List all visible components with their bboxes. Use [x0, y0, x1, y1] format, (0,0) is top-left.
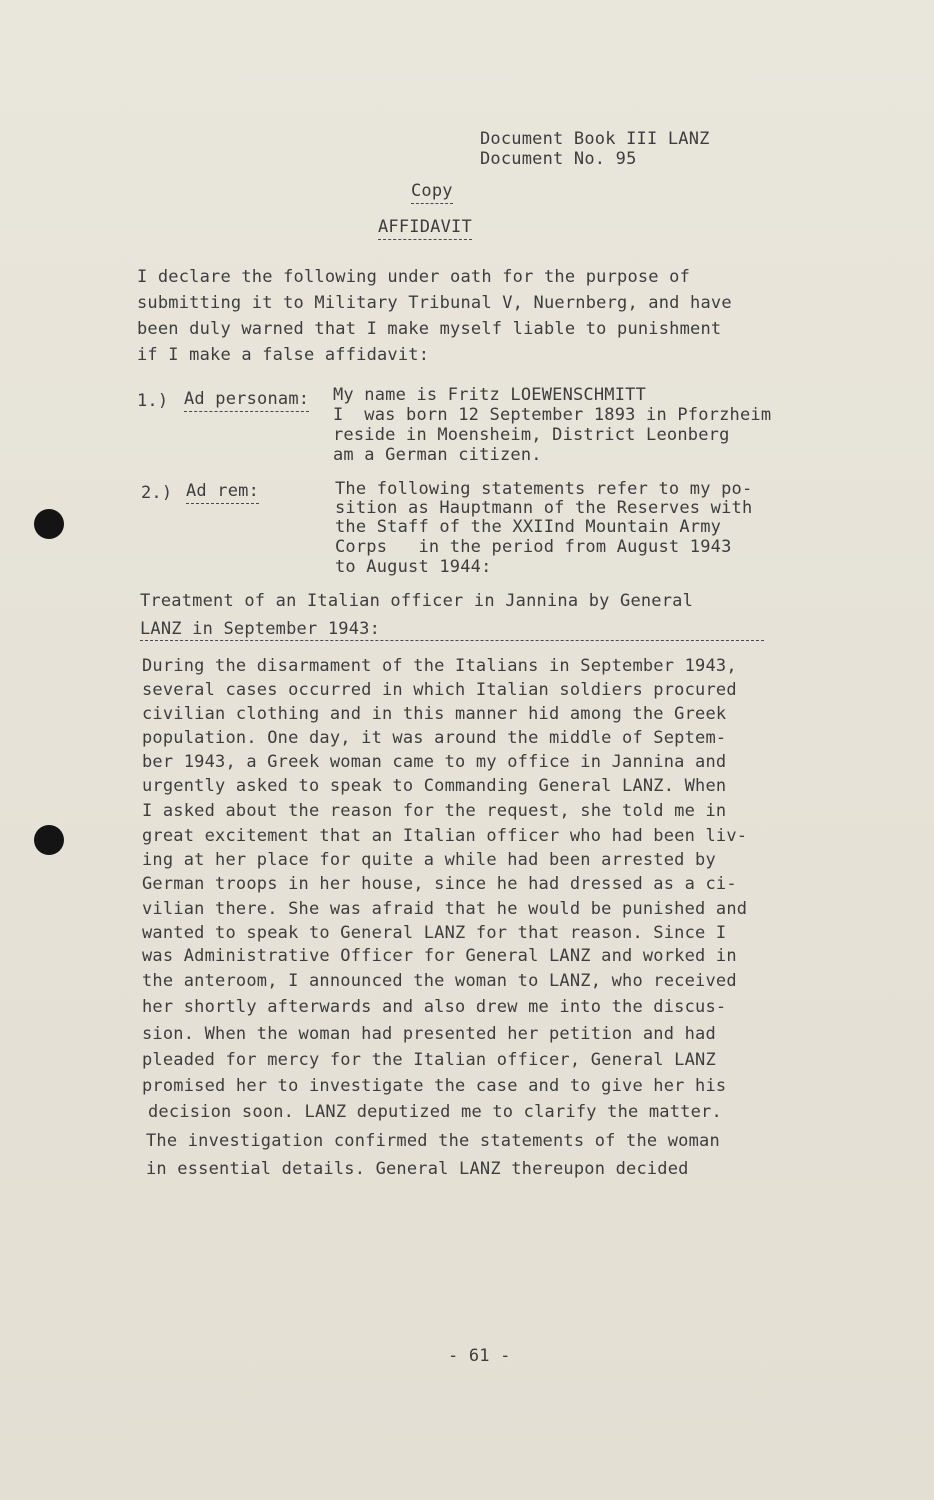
body-line: was Administrative Officer for General LANZ and worked in — [142, 946, 737, 966]
item-line: I was born 12 September 1893 in Pforzheim — [333, 405, 772, 425]
item-line: to August 1944: — [335, 557, 492, 577]
body-line: the anteroom, I announced the woman to LANZ, who received — [142, 971, 737, 991]
body-line: population. One day, it was around the middle of Septem- — [142, 728, 727, 748]
item-line: reside in Moensheim, District Leonberg — [333, 425, 730, 445]
body-line: ber 1943, a Greek woman came to my office in Jannina and — [142, 752, 727, 772]
item-number: 1.) — [137, 391, 169, 411]
page-number: - 61 - — [448, 1346, 511, 1366]
item-line: The following statements refer to my po- — [335, 479, 753, 499]
intro-line: submitting it to Military Tribunal V, Nuernberg, and have — [137, 293, 732, 313]
affidavit-title: AFFIDAVIT — [378, 216, 472, 240]
item-line: am a German citizen. — [333, 445, 542, 465]
item-number: 2.) — [141, 483, 173, 503]
body-line: civilian clothing and in this manner hid among the Greek — [142, 704, 727, 724]
body-line: wanted to speak to General LANZ for that reason. Since I — [142, 923, 727, 943]
body-line: During the disarmament of the Italians in September 1943, — [142, 656, 737, 676]
intro-line: been duly warned that I make myself liable to punishment — [137, 319, 722, 339]
body-line: promised her to investigate the case and to give her his — [142, 1076, 727, 1096]
body-line: urgently asked to speak to Commanding General LANZ. When — [142, 776, 727, 796]
intro-line: if I make a false affidavit: — [137, 345, 430, 365]
section-heading-line: Treatment of an Italian officer in Jannina by General — [140, 591, 694, 611]
item-line: My name is Fritz LOEWENSCHMITT — [333, 385, 647, 405]
section-heading-rule — [140, 640, 764, 641]
body-line: The investigation confirmed the statements of the woman — [146, 1131, 720, 1151]
body-line: sion. When the woman had presented her petition and had — [142, 1024, 716, 1044]
punch-hole-top — [34, 509, 64, 539]
intro-line: I declare the following under oath for the purpose of — [137, 267, 691, 287]
item-label: Ad personam: — [184, 388, 309, 412]
item-line: the Staff of the XXIInd Mountain Army — [335, 517, 722, 537]
body-line: decision soon. LANZ deputized me to clarify the matter. — [148, 1102, 722, 1122]
body-line: German troops in her house, since he had dressed as a ci- — [142, 874, 737, 894]
body-line: ing at her place for quite a while had been arrested by — [142, 850, 716, 870]
punch-hole-bottom — [34, 825, 64, 855]
item-line: sition as Hauptmann of the Reserves with — [335, 498, 753, 518]
item-label: Ad rem: — [186, 480, 259, 504]
body-line: I asked about the reason for the request, she told me in — [142, 801, 727, 821]
section-heading-line: LANZ in September 1943: — [140, 619, 381, 639]
document-number-line: Document No. 95 — [480, 149, 637, 169]
body-line: pleaded for mercy for the Italian officer, General LANZ — [142, 1050, 716, 1070]
item-line: Corps in the period from August 1943 — [335, 537, 732, 557]
body-line: in essential details. General LANZ thereupon decided — [146, 1159, 689, 1179]
copy-label: Copy — [411, 180, 453, 204]
document-book-line: Document Book III LANZ — [480, 129, 710, 149]
body-line: several cases occurred in which Italian soldiers procured — [142, 680, 737, 700]
body-line: great excitement that an Italian officer who had been liv- — [142, 826, 748, 846]
body-line: vilian there. She was afraid that he would be punished and — [142, 899, 748, 919]
body-line: her shortly afterwards and also drew me into the discus- — [142, 997, 727, 1017]
